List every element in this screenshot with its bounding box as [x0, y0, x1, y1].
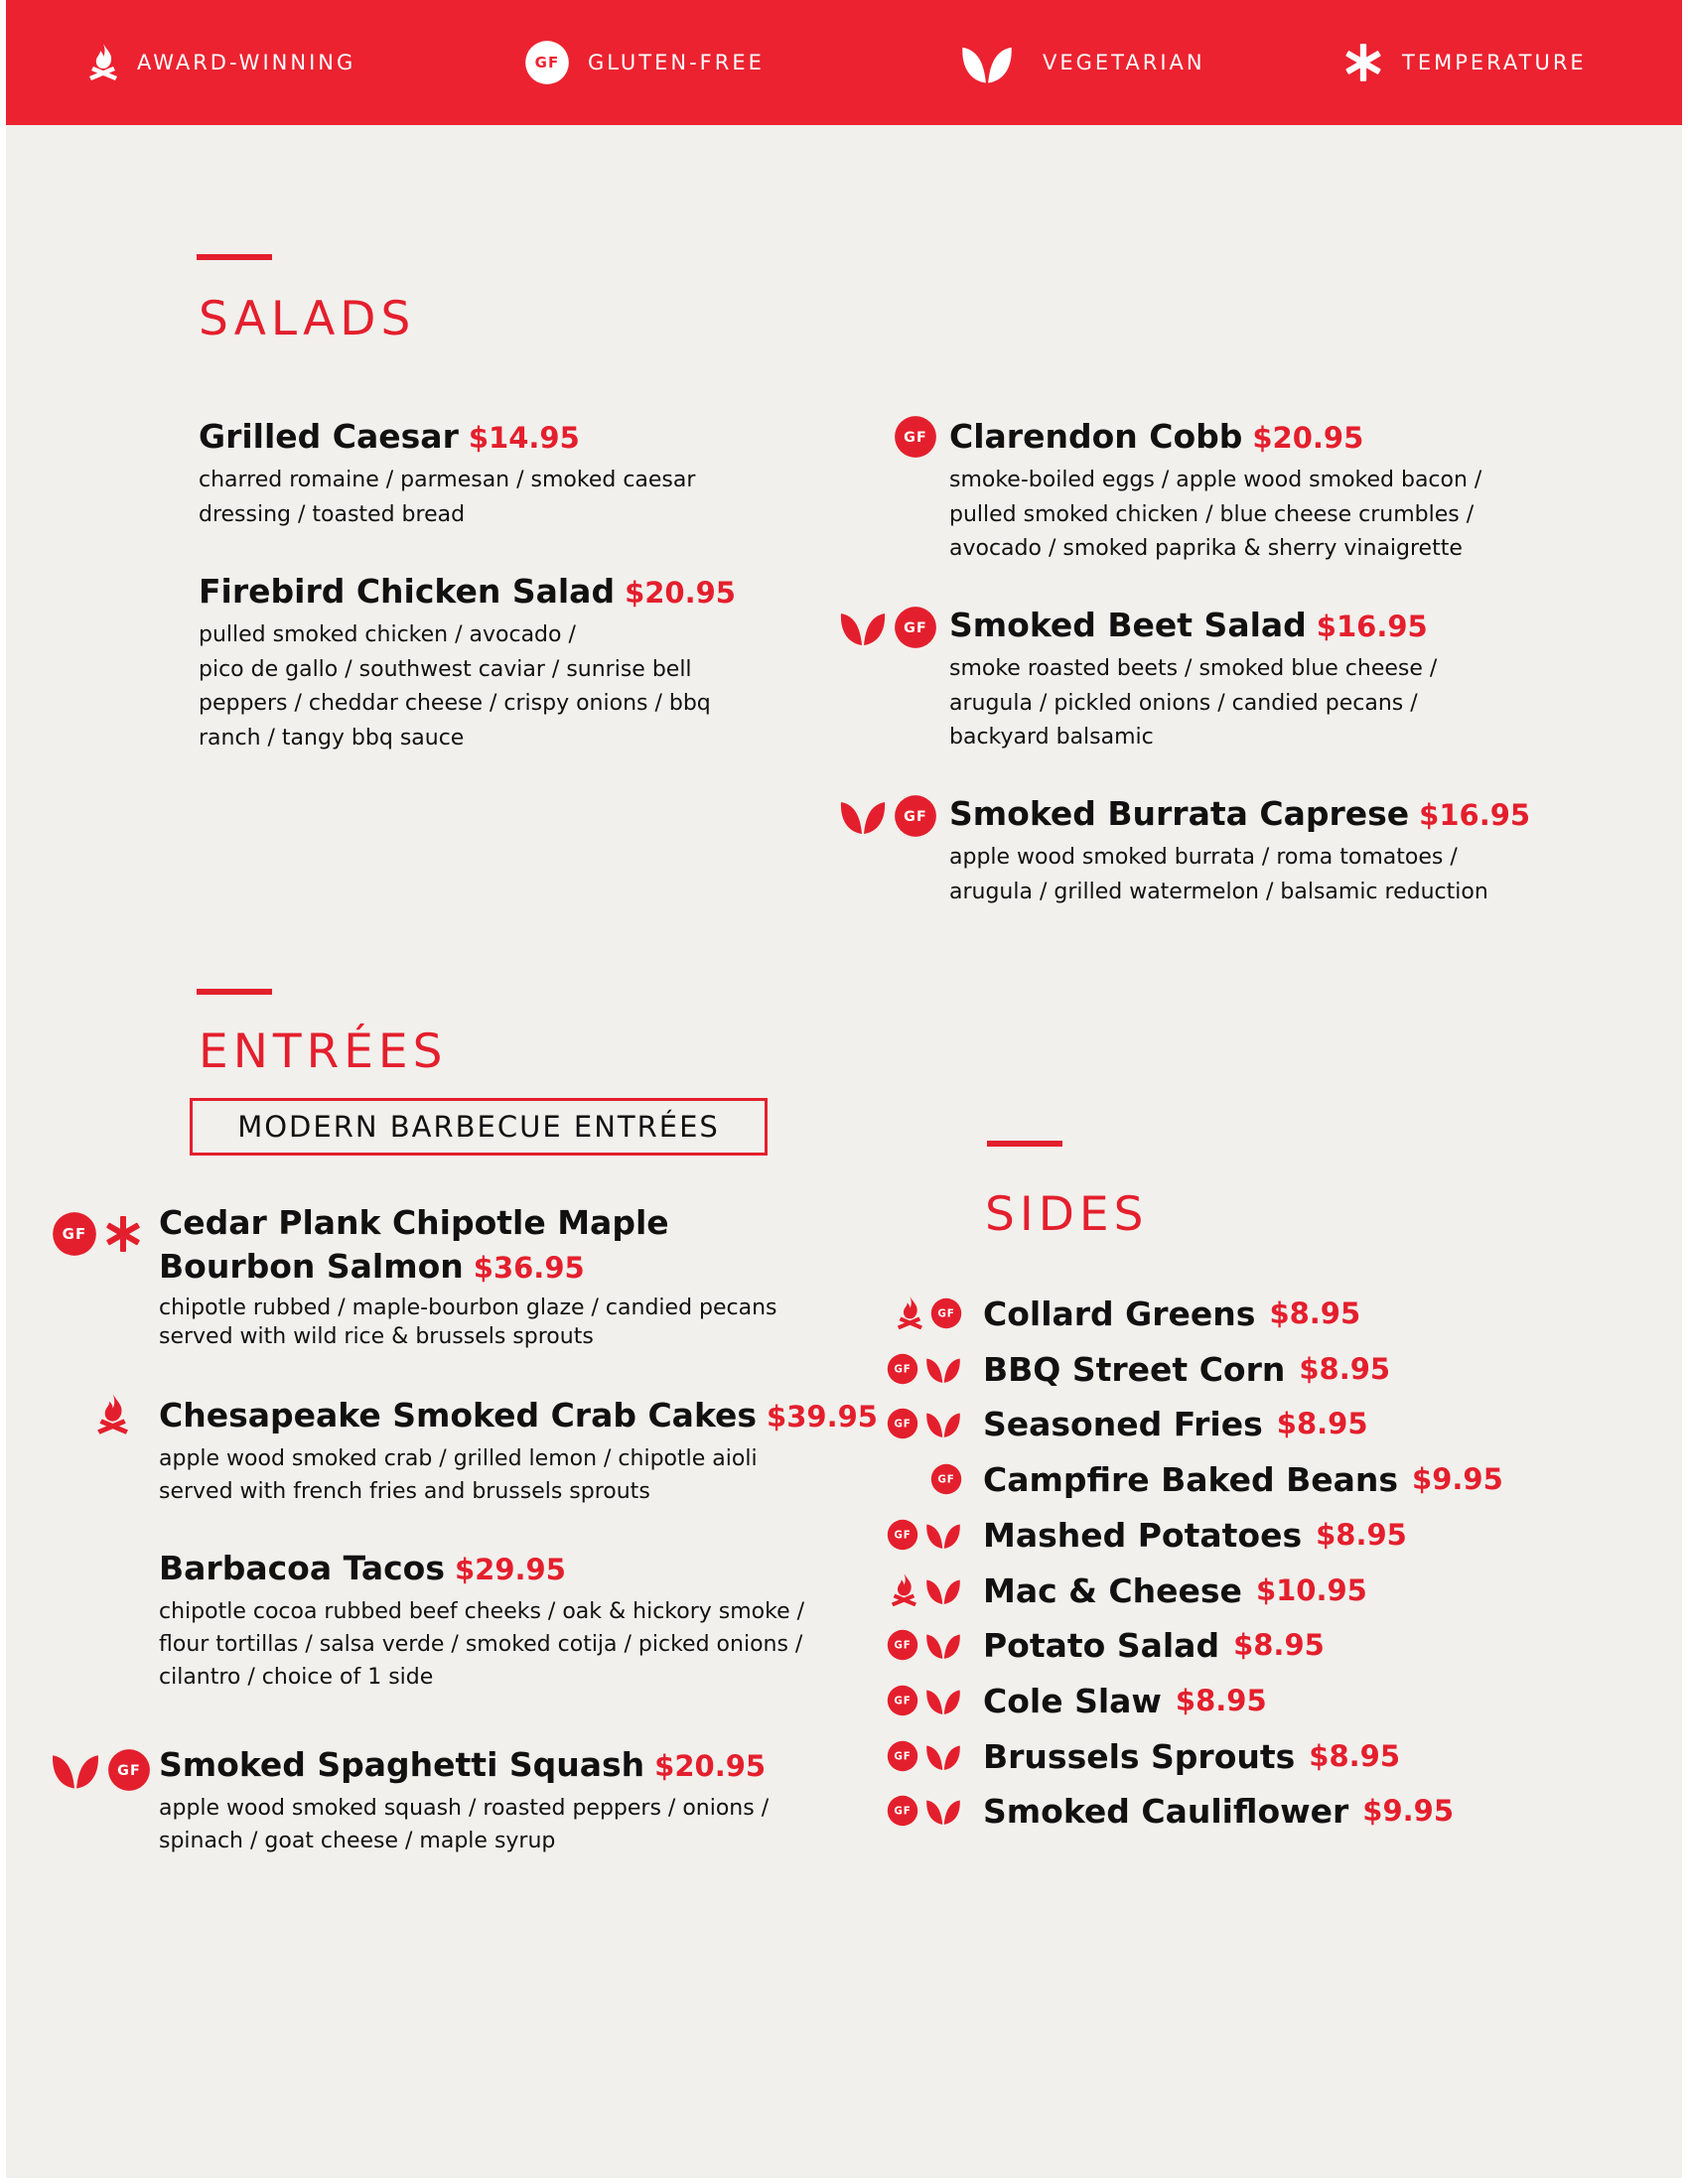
gf-icon	[887, 1685, 918, 1716]
legend-award-winning	[87, 0, 355, 125]
item-name: Clarendon Cobb	[949, 417, 1243, 456]
item-price: $8.95	[1175, 1684, 1267, 1717]
subsection-title-box: MODERN BARBECUE ENTRÉES	[190, 1098, 768, 1156]
section-rule	[197, 989, 272, 995]
gf-icon	[887, 1740, 918, 1772]
item-name-line: Cedar Plank Chipotle Maple	[159, 1203, 669, 1242]
svg-text:GF: GF	[894, 1805, 912, 1818]
leaf-icon	[838, 796, 888, 836]
gf-icon	[887, 1408, 918, 1439]
item-description: apple wood smoked burrata / roma tomatoes / arugula / grilled watermelon / balsamic reduction	[949, 845, 1488, 904]
item-icons	[887, 1733, 968, 1779]
item-name: Grilled Caesar	[199, 417, 459, 456]
svg-text:GF: GF	[117, 1762, 141, 1779]
svg-text:GF: GF	[62, 1225, 87, 1244]
svg-text:GF: GF	[904, 808, 927, 825]
menu-item-clarendon-cobb	[949, 415, 1605, 567]
legend-label: TEMPERATURE	[1402, 51, 1587, 74]
leaf-icon	[959, 41, 1015, 85]
menu-item-smoked-spaghetti-squash	[159, 1743, 894, 1857]
side-item	[983, 1401, 1368, 1446]
item-name: Smoked Burrata Caprese	[949, 794, 1410, 833]
svg-text:GF: GF	[904, 429, 927, 446]
item-price: $8.95	[1316, 1518, 1407, 1552]
svg-text:GF: GF	[937, 1473, 955, 1486]
item-icons	[930, 1456, 968, 1502]
item-price: $8.95	[1233, 1628, 1325, 1662]
legend-gluten-free	[524, 0, 765, 125]
item-name: Smoked Beet Salad	[949, 606, 1307, 644]
svg-text:GF: GF	[894, 1363, 912, 1376]
legend-temperature	[1342, 0, 1587, 125]
svg-text:GF: GF	[894, 1418, 912, 1431]
svg-text:GF: GF	[937, 1307, 955, 1320]
menu-item-chesapeake-crab-cakes	[159, 1394, 894, 1508]
item-icons	[95, 1392, 136, 1437]
svg-text:GF: GF	[904, 619, 927, 636]
item-price: $9.95	[1362, 1794, 1454, 1828]
item-price: $8.95	[1309, 1739, 1401, 1773]
item-name: Mashed Potatoes	[983, 1515, 1303, 1555]
side-item	[983, 1678, 1267, 1723]
gf-icon	[887, 1519, 918, 1551]
item-icons	[838, 794, 943, 838]
item-description: charred romaine / parmesan / smoked caesar dressing / toasted bread	[199, 468, 696, 527]
gf-icon	[887, 1629, 918, 1661]
legend-label: GLUTEN-FREE	[588, 51, 765, 74]
item-price: $8.95	[1299, 1352, 1391, 1386]
item-price: $39.95	[767, 1400, 878, 1433]
item-icons	[894, 415, 943, 459]
item-price: $16.95	[1316, 610, 1428, 643]
section-title-entrees: ENTRÉES	[199, 1024, 448, 1079]
item-price: $20.95	[1252, 421, 1364, 455]
flame-icon	[87, 43, 119, 82]
item-name: Brussels Sprouts	[983, 1736, 1296, 1776]
menu-item-smoked-burrata-caprese	[949, 792, 1644, 909]
item-price: $14.95	[468, 421, 580, 455]
leaf-icon	[924, 1520, 962, 1550]
item-name: Campfire Baked Beans	[983, 1459, 1399, 1499]
item-icons	[887, 1401, 968, 1446]
svg-text:GF: GF	[894, 1750, 912, 1763]
menu-item-grilled-caesar	[199, 415, 814, 532]
asterisk-icon	[103, 1214, 143, 1254]
gf-icon	[887, 1353, 918, 1385]
item-name: Mac & Cheese	[983, 1570, 1242, 1610]
side-item	[983, 1346, 1390, 1392]
item-icons	[890, 1568, 968, 1613]
leaf-icon	[924, 1796, 962, 1826]
gf-icon	[930, 1463, 962, 1495]
leaf-icon	[50, 1749, 101, 1791]
legend-vegetarian	[959, 0, 1205, 125]
item-name: Firebird Chicken Salad	[199, 572, 616, 611]
item-description: chipotle cocoa rubbed beef cheeks / oak & hickory smoke / flour tortillas / salsa verde / smoked cotija / picked onions / cilantro / choice of 1 side	[159, 1599, 805, 1690]
side-item	[983, 1733, 1400, 1779]
item-name-line: Bourbon Salmon	[159, 1247, 464, 1286]
legend-label: VEGETARIAN	[1043, 51, 1205, 74]
gf-icon	[894, 606, 937, 649]
leaf-icon	[838, 608, 888, 647]
item-name: Smoked Spaghetti Squash	[159, 1745, 645, 1784]
svg-text:GF: GF	[894, 1639, 912, 1652]
leaf-icon	[924, 1354, 962, 1384]
item-icons	[887, 1346, 968, 1392]
item-name: Collard Greens	[983, 1294, 1256, 1333]
section-title-salads: SALADS	[199, 292, 416, 346]
item-price: $16.95	[1419, 798, 1531, 832]
item-price: $10.95	[1255, 1573, 1367, 1607]
item-icons	[887, 1788, 968, 1834]
flame-icon	[890, 1572, 918, 1608]
menu-item-firebird-chicken-salad	[199, 570, 834, 755]
svg-text:GF: GF	[894, 1529, 912, 1542]
asterisk-icon	[1342, 42, 1384, 83]
leaf-icon	[924, 1575, 962, 1605]
item-price: $36.95	[473, 1251, 585, 1285]
gf-icon	[887, 1795, 918, 1827]
gf-icon	[524, 40, 570, 85]
side-item	[983, 1291, 1360, 1336]
section-title-sides: SIDES	[985, 1187, 1149, 1242]
menu-item-barbacoa-tacos	[159, 1547, 894, 1694]
legend-bar	[0, 0, 1688, 125]
leaf-icon	[924, 1741, 962, 1771]
svg-text:GF: GF	[894, 1695, 912, 1707]
gf-icon	[894, 794, 937, 838]
item-name: Chesapeake Smoked Crab Cakes	[159, 1396, 758, 1434]
item-price: $8.95	[1276, 1407, 1368, 1440]
side-item	[983, 1568, 1367, 1613]
gf-icon	[894, 415, 937, 459]
item-description: smoke-boiled eggs / apple wood smoked bacon / pulled smoked chicken / blue cheese crumbles / avocado / smoked paprika & sherry vinaigrette	[949, 468, 1482, 561]
side-item	[983, 1456, 1503, 1502]
item-description: pulled smoked chicken / avocado / pico de gallo / southwest caviar / sunrise bell peppers / cheddar cheese / crispy onions / bbq ranch / tangy bbq sauce	[199, 622, 711, 751]
item-price: $29.95	[454, 1553, 566, 1586]
item-icons	[896, 1291, 968, 1336]
gf-icon	[52, 1211, 97, 1257]
side-item	[983, 1788, 1454, 1834]
leaf-icon	[924, 1686, 962, 1715]
svg-text:GF: GF	[534, 54, 560, 72]
item-description: apple wood smoked squash / roasted peppers / onions / spinach / goat cheese / maple syrup	[159, 1796, 770, 1853]
item-icons	[838, 606, 943, 649]
item-description: chipotle rubbed / maple-bourbon glaze / candied pecans served with wild rice & brussels sprouts	[159, 1296, 777, 1349]
item-name: Smoked Cauliflower	[983, 1791, 1349, 1831]
item-icons	[887, 1512, 968, 1558]
item-name: Barbacoa Tacos	[159, 1549, 445, 1587]
item-description: smoke roasted beets / smoked blue cheese / arugula / pickled onions / candied pecans / backyard balsamic	[949, 656, 1438, 750]
menu-item-cedar-plank-salmon	[159, 1201, 874, 1351]
item-name: Seasoned Fries	[983, 1404, 1263, 1443]
leaf-icon	[924, 1630, 962, 1660]
item-icons	[887, 1622, 968, 1668]
item-price: $20.95	[625, 576, 736, 610]
item-icons	[887, 1678, 968, 1723]
flame-icon	[896, 1296, 924, 1331]
item-price: $20.95	[654, 1749, 767, 1783]
legend-label: AWARD-WINNING	[137, 51, 356, 74]
item-description: apple wood smoked crab / grilled lemon / chipotle aioli served with french fries and brussels sprouts	[159, 1446, 758, 1504]
item-icons	[52, 1211, 149, 1257]
gf-icon	[107, 1748, 151, 1792]
flame-icon	[95, 1393, 130, 1436]
item-name: Cole Slaw	[983, 1681, 1162, 1720]
side-item	[983, 1622, 1325, 1668]
section-rule	[987, 1141, 1062, 1147]
section-rule	[197, 254, 272, 260]
item-name: BBQ Street Corn	[983, 1349, 1286, 1389]
item-price: $9.95	[1412, 1462, 1503, 1496]
item-name: Potato Salad	[983, 1625, 1220, 1665]
item-price: $8.95	[1269, 1297, 1361, 1330]
gf-icon	[930, 1297, 962, 1329]
menu-item-smoked-beet-salad	[949, 604, 1605, 755]
leaf-icon	[924, 1409, 962, 1438]
side-item	[983, 1512, 1407, 1558]
item-icons	[50, 1747, 157, 1793]
